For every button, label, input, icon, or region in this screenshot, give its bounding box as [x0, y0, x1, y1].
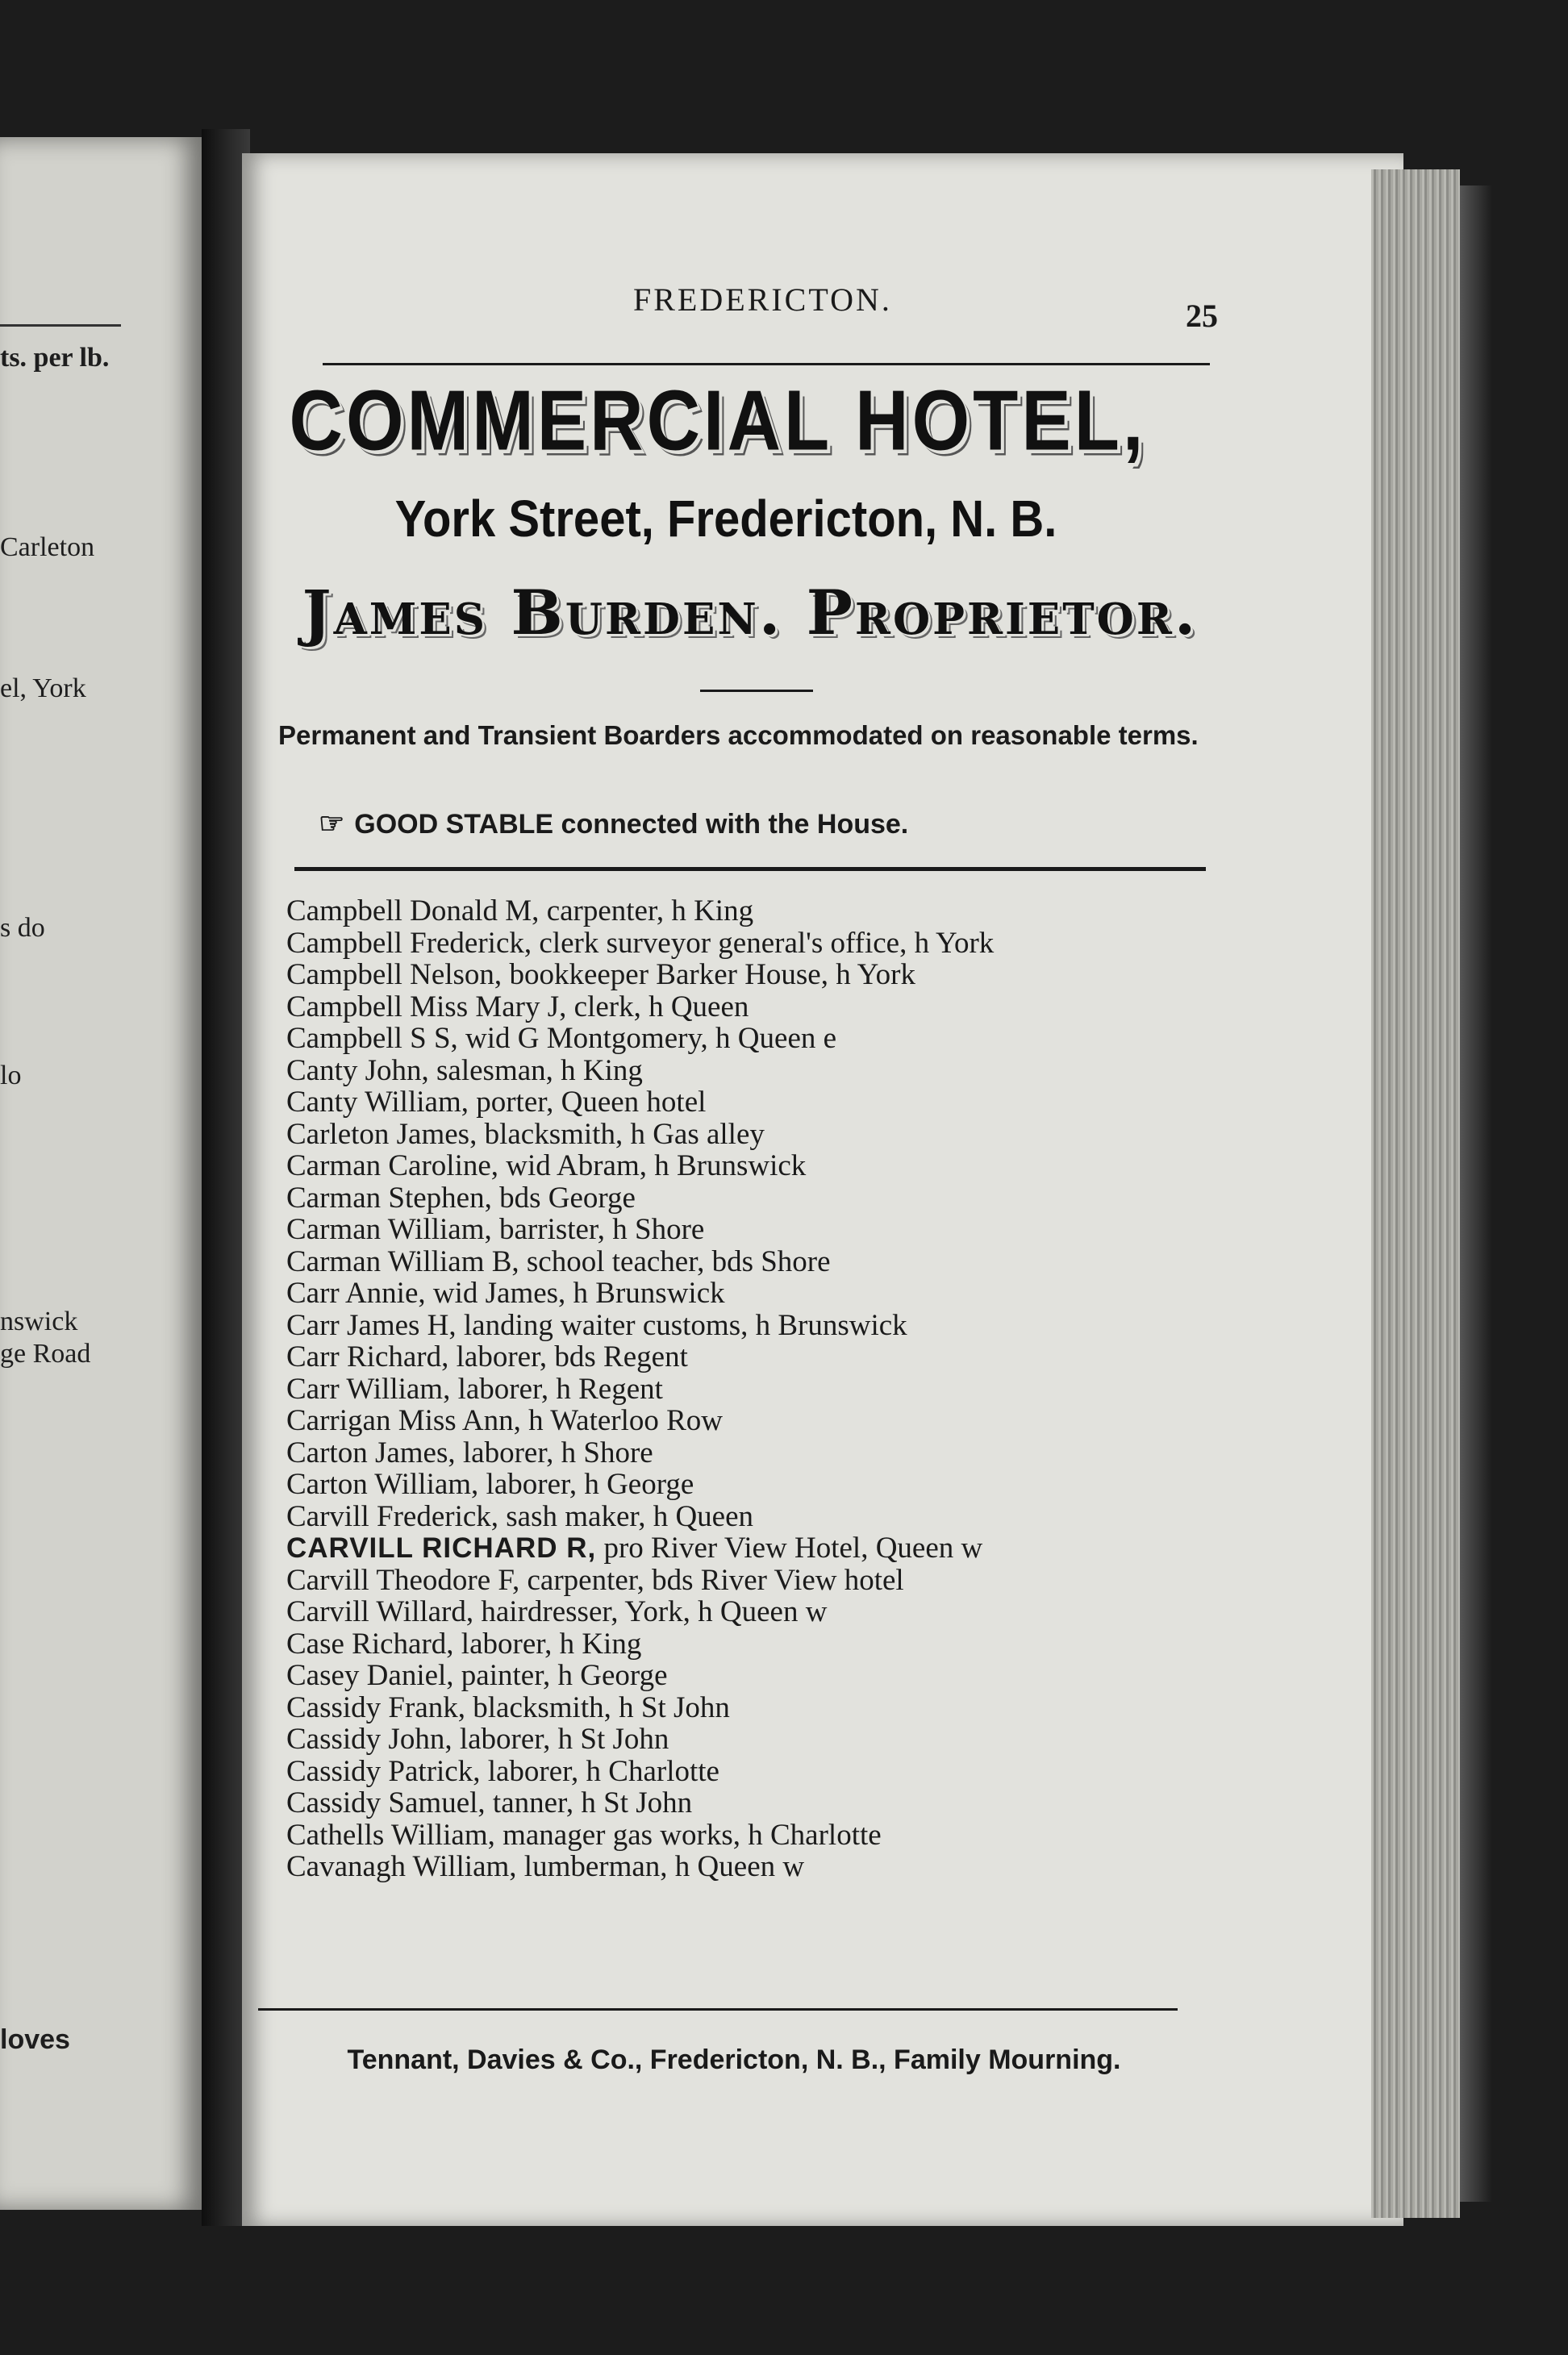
directory-listings: [286, 895, 1254, 1883]
entry-detail: sash maker, h Queen: [498, 1499, 754, 1533]
directory-entry: [286, 1851, 1254, 1883]
directory-entry: [286, 1692, 1254, 1724]
entry-detail: clerk, h Queen: [566, 990, 749, 1023]
entry-name: Case Richard,: [286, 1627, 454, 1661]
entry-detail: tanner, h St John: [485, 1786, 693, 1819]
entry-name: Carr James H,: [286, 1308, 457, 1342]
directory-entry: [286, 1819, 1254, 1852]
entry-detail: laborer, h George: [478, 1468, 694, 1501]
page-edge-shadow: [1460, 185, 1492, 2202]
entry-name: Carr William,: [286, 1372, 451, 1406]
page-number: 25: [1186, 298, 1218, 334]
entry-detail: salesman, h King: [428, 1053, 643, 1087]
entry-name: Carman Caroline,: [286, 1149, 499, 1182]
directory-entry: [286, 1532, 1254, 1565]
entry-name: Campbell Frederick,: [286, 926, 532, 960]
entry-name: Cassidy Patrick,: [286, 1754, 481, 1788]
directory-entry: [286, 927, 1254, 960]
entry-detail: pro River View Hotel, Queen w: [596, 1532, 983, 1565]
entry-detail: clerk surveyor general's office, h York: [532, 926, 995, 960]
directory-entry: [286, 1150, 1254, 1182]
directory-entry: [286, 1214, 1254, 1246]
directory-entry: [286, 959, 1254, 991]
entry-name: CARVILL RICHARD R,: [286, 1532, 597, 1564]
entry-detail: carpenter, bds River View hotel: [519, 1563, 904, 1597]
entry-detail: school teacher, bds Shore: [519, 1244, 831, 1278]
directory-entry: [286, 1628, 1254, 1661]
directory-entry: [286, 1341, 1254, 1373]
entry-name: Cathells William,: [286, 1818, 495, 1852]
entry-detail: hairdresser, York, h Queen w: [473, 1595, 828, 1628]
entry-name: Campbell S S,: [286, 1022, 458, 1055]
entry-name: Cassidy John,: [286, 1723, 452, 1756]
left-page-fragment: nswick: [0, 1307, 78, 1336]
entry-name: Carvill Theodore F,: [286, 1563, 520, 1597]
left-page-fragment: Carleton: [0, 532, 95, 562]
entry-name: Campbell Miss Mary J,: [286, 990, 567, 1023]
directory-entry: [286, 1437, 1254, 1469]
directory-entry: [286, 1182, 1254, 1215]
entry-detail: carpenter, h King: [539, 894, 754, 927]
entry-name: Carleton James,: [286, 1117, 477, 1151]
entry-name: Cassidy Samuel,: [286, 1786, 486, 1819]
directory-entry: [286, 1787, 1254, 1819]
entry-detail: laborer, h Charlotte: [480, 1754, 719, 1788]
entry-detail: porter, Queen hotel: [468, 1086, 707, 1119]
left-page-fragment: el, York: [0, 673, 86, 703]
directory-entry: [286, 1373, 1254, 1406]
entry-name: Carton James,: [286, 1436, 456, 1469]
entry-name: Carvill Willard,: [286, 1595, 474, 1628]
entry-detail: landing waiter customs, h Brunswick: [456, 1308, 907, 1342]
directory-entry: [286, 1119, 1254, 1151]
left-page-rule: [0, 324, 121, 327]
directory-entry: [286, 1086, 1254, 1119]
entry-detail: laborer, h King: [453, 1627, 642, 1661]
directory-entry: [286, 895, 1254, 927]
entry-detail: barrister, h Shore: [491, 1213, 705, 1246]
directory-entry: [286, 1310, 1254, 1342]
hotel-terms: Permanent and Transient Boarders accommodated on reasonable terms.: [278, 720, 1199, 750]
directory-entry: [286, 1055, 1254, 1087]
entry-name: Campbell Donald M,: [286, 894, 540, 927]
directory-entry: [286, 991, 1254, 1023]
entry-name: Casey Daniel,: [286, 1659, 454, 1692]
directory-entry: [286, 1246, 1254, 1278]
left-page-fragment: ge Road: [0, 1339, 91, 1369]
ad-short-rule: [700, 690, 813, 692]
pointing-hand-icon: ☞: [319, 807, 345, 840]
left-page-fragment: ts. per lb.: [0, 343, 110, 373]
directory-entry: [286, 1724, 1254, 1756]
header-rule: [323, 363, 1210, 365]
entry-name: Carvill Frederick,: [286, 1499, 499, 1533]
running-title: FREDERICTON.: [633, 281, 892, 318]
entry-name: Carman Stephen,: [286, 1181, 492, 1215]
entry-detail: laborer, h Shore: [455, 1436, 653, 1469]
entry-detail: wid James, h Brunswick: [425, 1277, 725, 1310]
entry-detail: laborer, h St John: [452, 1723, 669, 1756]
left-facing-page: [0, 137, 202, 2210]
entry-name: Cassidy Frank,: [286, 1690, 465, 1724]
entry-name: Carman William,: [286, 1213, 492, 1246]
directory-entry: [286, 1469, 1254, 1501]
entry-detail: laborer, h Regent: [450, 1372, 663, 1406]
directory-entry: [286, 1756, 1254, 1788]
hotel-name: COMMERCIAL HOTEL,: [289, 373, 1147, 469]
left-page-fragment: lo: [0, 1061, 22, 1090]
entry-detail: bds George: [491, 1181, 636, 1215]
entry-detail: h Waterloo Row: [520, 1404, 724, 1437]
left-page-fragment: loves: [0, 2024, 70, 2055]
entry-name: Carrigan Miss Ann,: [286, 1404, 521, 1437]
entry-name: Carman William B,: [286, 1244, 519, 1278]
entry-detail: manager gas works, h Charlotte: [494, 1818, 882, 1852]
entry-name: Carr Richard,: [286, 1340, 449, 1373]
page-edges: [1371, 169, 1460, 2218]
entry-detail: bookkeeper Barker House, h York: [502, 958, 915, 991]
entry-name: Campbell Nelson,: [286, 958, 503, 991]
entry-detail: wid G Montgomery, h Queen e: [457, 1022, 837, 1055]
entry-name: Carton William,: [286, 1468, 479, 1501]
ad-bottom-rule: [294, 867, 1206, 871]
directory-entry: [286, 1405, 1254, 1437]
entry-detail: lumberman, h Queen w: [516, 1850, 805, 1883]
entry-detail: wid Abram, h Brunswick: [498, 1149, 807, 1182]
entry-detail: laborer, bds Regent: [448, 1340, 688, 1373]
entry-detail: blacksmith, h St John: [465, 1690, 730, 1724]
left-page-fragment: s do: [0, 913, 45, 943]
stable-note-line: [319, 807, 908, 840]
footer-rule: [258, 2008, 1178, 2011]
directory-entry: [286, 1596, 1254, 1628]
entry-name: Canty John,: [286, 1053, 429, 1087]
entry-name: Cavanagh William,: [286, 1850, 517, 1883]
directory-entry: [286, 1501, 1254, 1533]
entry-detail: blacksmith, h Gas alley: [477, 1117, 765, 1151]
entry-name: Carr Annie,: [286, 1277, 426, 1310]
hotel-address: York Street, Fredericton, N. B.: [394, 490, 1057, 548]
entry-detail: painter, h George: [453, 1659, 668, 1692]
directory-entry: [286, 1660, 1254, 1692]
hotel-proprietor: James Burden. Proprietor.: [302, 577, 1199, 648]
directory-entry: [286, 1278, 1254, 1310]
footer-advertisement: Tennant, Davies & Co., Fredericton, N. B., Family Mourning.: [347, 2044, 1121, 2075]
stable-note: GOOD STABLE connected with the House.: [354, 809, 909, 840]
directory-entry: [286, 1565, 1254, 1597]
entry-name: Canty William,: [286, 1086, 469, 1119]
directory-entry: [286, 1023, 1254, 1055]
